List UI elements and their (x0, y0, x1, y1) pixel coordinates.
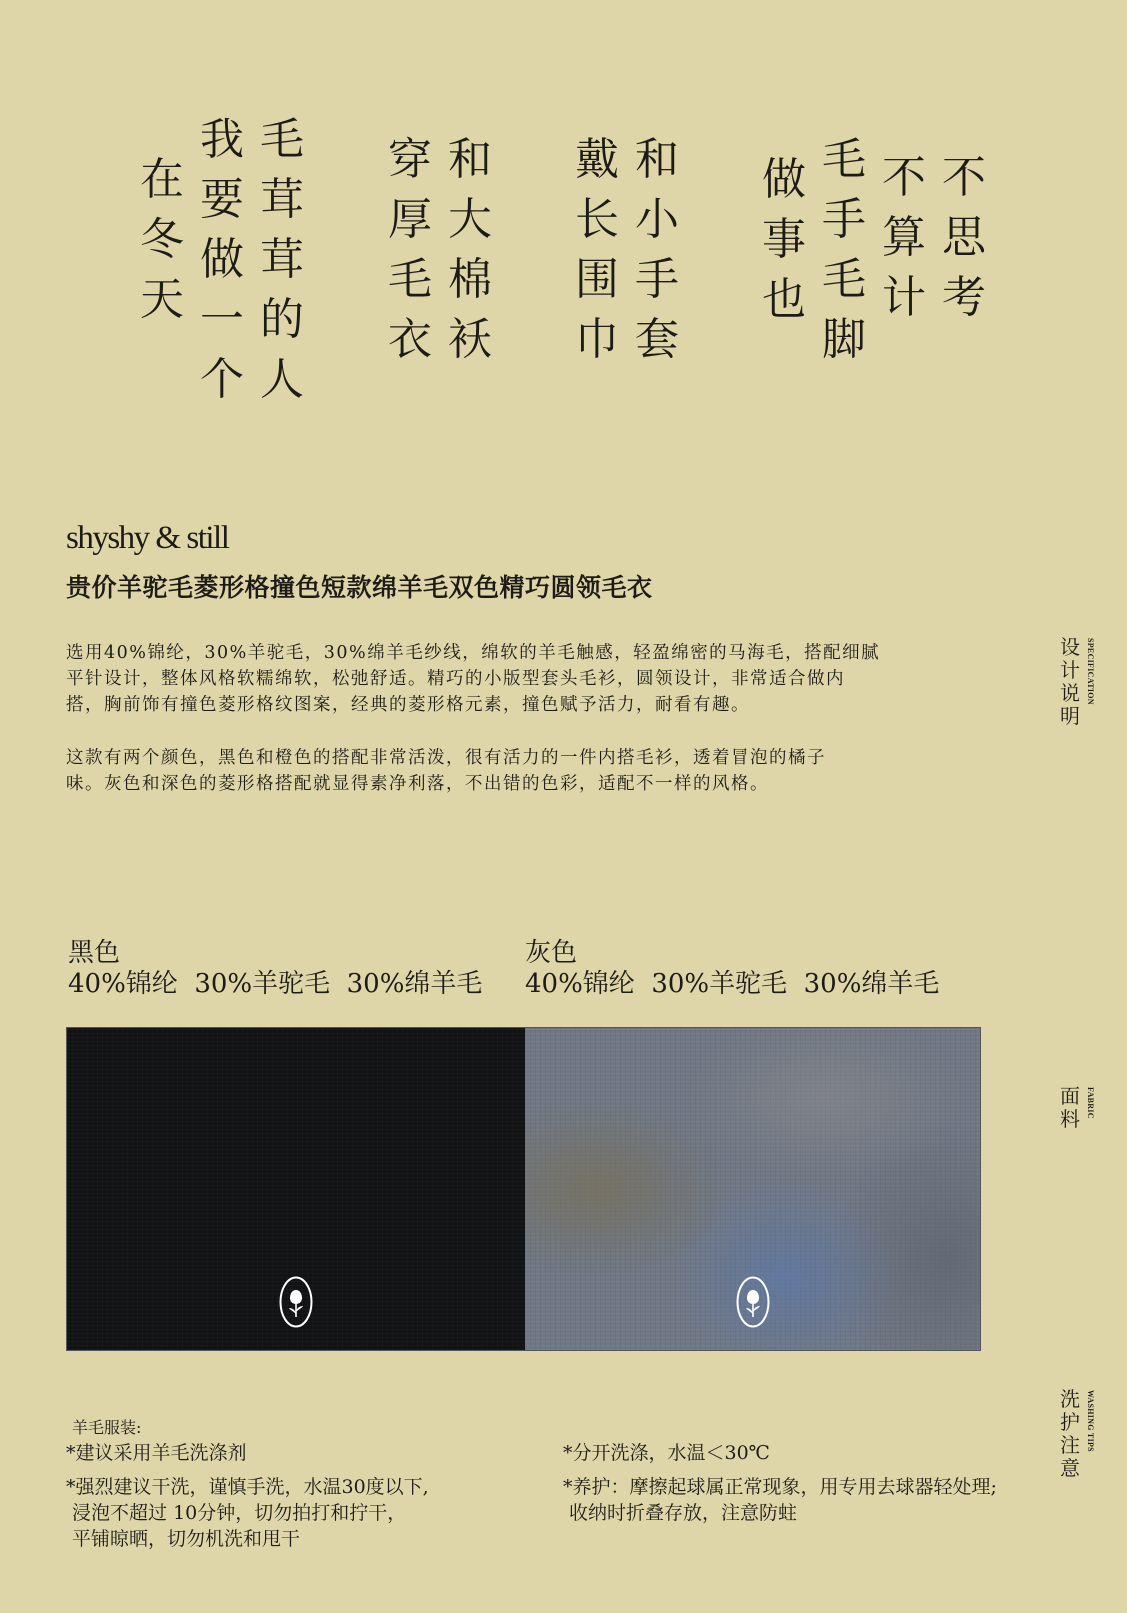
color-name: 灰色 (525, 938, 578, 968)
description-line: 选用40%锦纶，30%羊驼毛，30%绵羊毛纱线，绵软的羊毛触感，轻盈绵密的马海毛，搭配细腻 (66, 643, 881, 663)
product-title: 贵价羊驼毛菱形格撞色短款绵羊毛双色精巧圆领毛衣 (66, 573, 653, 602)
poem-char: 不 (942, 152, 986, 203)
poem-char: 不 (882, 152, 926, 203)
color-composition: 40%锦纶 30%羊驼毛 30%绵羊毛 (525, 969, 940, 999)
washing-line: 浸泡不超过 10分钟，切勿拍打和拧干， (66, 1502, 407, 1524)
poem-char: 巾 (575, 314, 619, 365)
poem-char: 思 (942, 212, 986, 263)
side-label-zh (1060, 1388, 1080, 1480)
poem-column (633, 130, 681, 370)
color-composition: 40%锦纶 30%羊驼毛 30%绵羊毛 (68, 969, 483, 999)
side-label-zh (1060, 636, 1080, 728)
side-label-en: SPECIFICATION (1086, 638, 1095, 705)
poem-char: 厚 (388, 194, 432, 245)
washing-item (563, 1440, 1043, 1466)
poem-column (760, 150, 808, 330)
poem-char: 算 (882, 212, 926, 263)
color-heading-grey (525, 938, 939, 1000)
poem-char: 天 (140, 274, 184, 325)
poem-column (446, 130, 494, 370)
poem-char: 在 (140, 154, 184, 205)
poem-char: 要 (200, 174, 244, 225)
poem-char: 做 (200, 234, 244, 285)
side-label-zh (1060, 1085, 1080, 1131)
description-line: 平针设计，整体风格软糯绵软，松弛舒适。精巧的小版型套头毛衫，圆领设计，非常适合做内 (66, 669, 845, 689)
color-name: 黑色 (68, 938, 121, 968)
tulip-badge-icon (279, 1276, 313, 1328)
fabric-swatch-grey (525, 1028, 980, 1350)
brand-name: shyshy & still (66, 520, 229, 556)
description-line: 这款有两个颜色，黑色和橙色的搭配非常活泼，很有活力的一件内搭毛衫，透着冒泡的橘子 (66, 748, 826, 768)
washing-line: 收纳时折叠存放，注意防蛀 (563, 1502, 798, 1524)
side-label-fabric (1060, 1085, 1095, 1131)
poem-char: 大 (448, 194, 492, 245)
poem-char: 手 (635, 254, 679, 305)
side-label-char: 设 (1060, 635, 1080, 659)
poem-char: 的 (260, 294, 304, 345)
poem-char: 一 (200, 294, 244, 345)
poem-char: 毛 (822, 254, 866, 305)
tulip-badge-icon (736, 1276, 770, 1328)
fabric-swatch-black (67, 1028, 525, 1350)
washing-line: *强烈建议干洗，谨慎手洗，水温30度以下, (66, 1476, 429, 1498)
side-label-specification (1060, 636, 1095, 728)
poem-char: 毛 (260, 114, 304, 165)
poem-char: 棉 (448, 254, 492, 305)
washing-heading: 羊毛服装: (72, 1418, 142, 1437)
color-heading-black (68, 938, 482, 1000)
poem-char: 冬 (140, 214, 184, 265)
side-label-char: 说 (1060, 681, 1080, 705)
washing-item (563, 1474, 1043, 1526)
washing-column-right (563, 1440, 1043, 1534)
description-paragraph (66, 745, 976, 797)
washing-item (66, 1440, 536, 1466)
poem-column (820, 130, 868, 370)
side-label-char: 注 (1060, 1433, 1080, 1457)
side-label-char: 护 (1060, 1410, 1080, 1434)
washing-item (66, 1474, 536, 1552)
side-label-char: 意 (1060, 1456, 1080, 1480)
side-label-washing (1060, 1388, 1095, 1480)
side-label-char: 料 (1060, 1107, 1080, 1131)
poem-char: 手 (822, 194, 866, 245)
poem-column (940, 148, 988, 328)
poem-column (198, 110, 246, 410)
poem-char: 穿 (388, 134, 432, 185)
side-label-en: WASHING TIPS (1086, 1390, 1095, 1452)
poem-char: 围 (575, 254, 619, 305)
poem-char: 茸 (260, 174, 304, 225)
poem-char: 个 (200, 354, 244, 405)
poem-char: 毛 (388, 254, 432, 305)
poem-char: 茸 (260, 234, 304, 285)
description-line: 味。灰色和深色的菱形格搭配就显得素净利落，不出错的色彩，适配不一样的风格。 (66, 774, 769, 794)
washing-line: 平铺晾晒，切勿机洗和甩干 (66, 1528, 301, 1550)
poem-char: 套 (635, 314, 679, 365)
poem-column (386, 130, 434, 370)
side-label-char: 计 (1060, 658, 1080, 682)
poem-char: 戴 (575, 134, 619, 185)
fabric-swatches (66, 1027, 981, 1351)
poem-char: 衣 (388, 314, 432, 365)
poem-char: 也 (762, 274, 806, 325)
poem-char: 做 (762, 154, 806, 205)
poem-char: 小 (635, 194, 679, 245)
side-label-char: 明 (1060, 704, 1080, 728)
description-line: 搭，胸前饰有撞色菱形格纹图案，经典的菱形格元素，撞色赋予活力，耐看有趣。 (66, 695, 750, 715)
poem-char: 考 (942, 272, 986, 323)
washing-column-left (66, 1440, 536, 1560)
washing-line: *分开洗涤，水温＜30℃ (563, 1442, 770, 1464)
poem-char: 和 (635, 134, 679, 185)
washing-line: *建议采用羊毛洗涤剂 (66, 1442, 247, 1464)
poem-char: 人 (260, 354, 304, 405)
side-label-char: 洗 (1060, 1387, 1080, 1411)
poem-char: 计 (882, 272, 926, 323)
side-label-en: FABRIC (1086, 1087, 1095, 1119)
poem-char: 事 (762, 214, 806, 265)
poem-char: 和 (448, 134, 492, 185)
poem-char: 我 (200, 114, 244, 165)
poem-char: 长 (575, 194, 619, 245)
poem-char: 毛 (822, 134, 866, 185)
poem-column (573, 130, 621, 370)
poem-char: 脚 (822, 314, 866, 365)
poem-column (138, 150, 186, 330)
poem-column (880, 148, 928, 328)
poem-column (258, 110, 306, 410)
description-paragraph (66, 640, 976, 718)
side-label-char: 面 (1060, 1084, 1080, 1108)
washing-line: *养护：摩擦起球属正常现象，用专用去球器轻处理; (563, 1476, 997, 1498)
poem-char: 袄 (448, 314, 492, 365)
